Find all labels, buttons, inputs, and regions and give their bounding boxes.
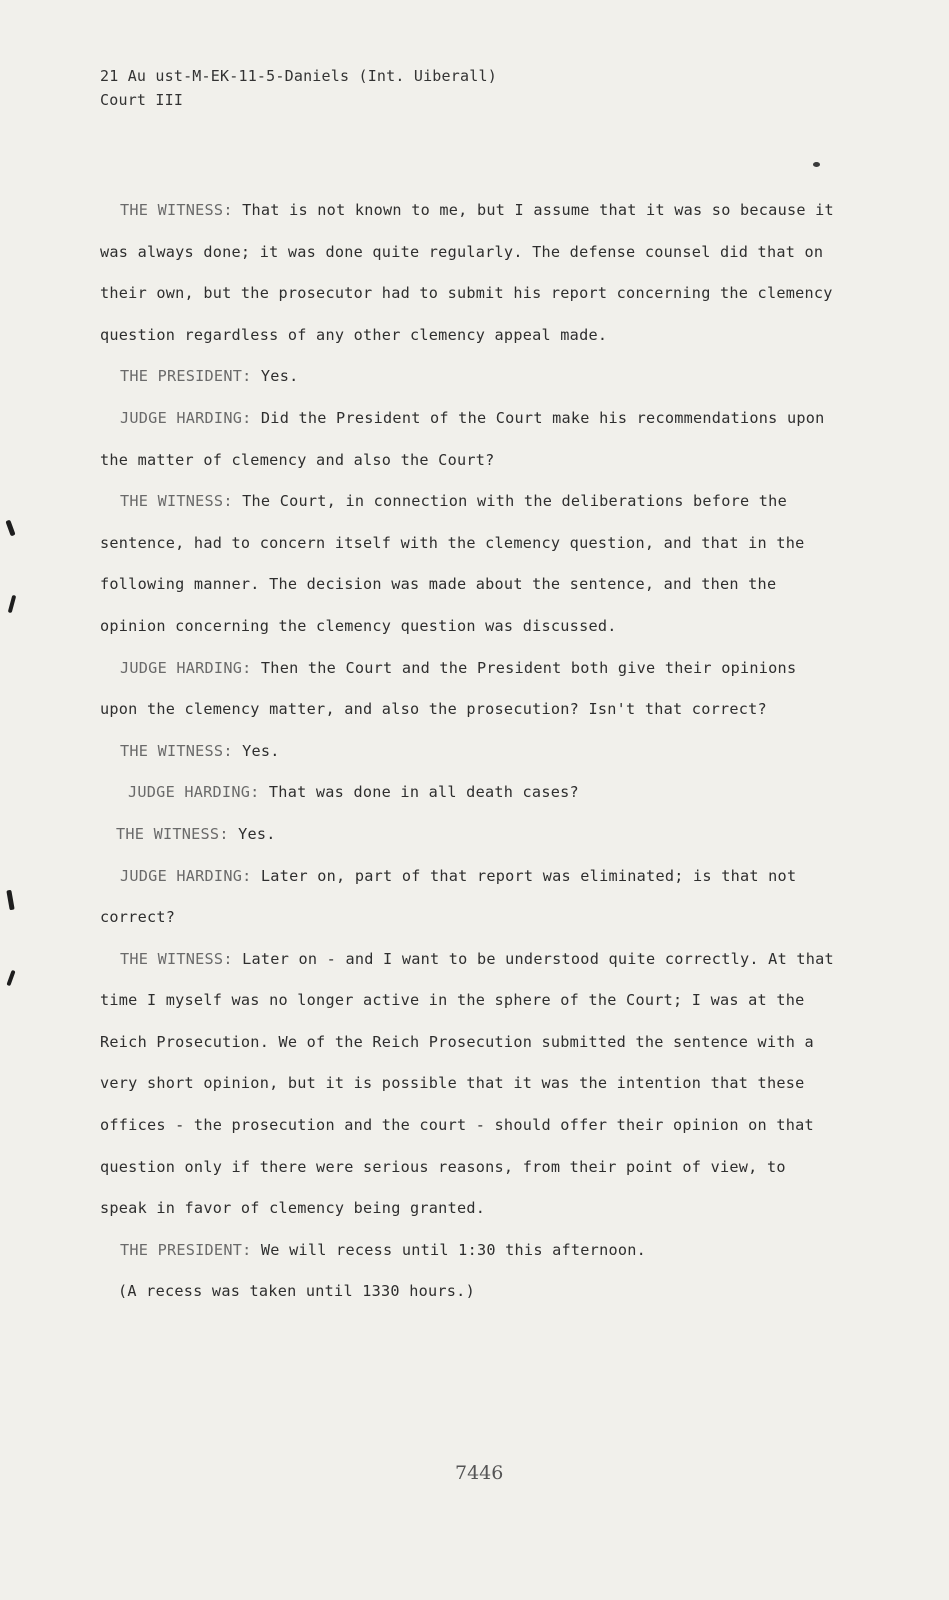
transcript-paragraph (100, 1230, 840, 1272)
speaker-label: THE PRESIDENT: (120, 367, 252, 386)
paragraph-text: Later on, part of that report was eliminated; is that not correct? (100, 866, 797, 927)
margin-ink-mark (6, 890, 14, 911)
margin-ink-mark (8, 595, 17, 613)
transcript-paragraph (100, 190, 840, 356)
paragraph-text: Yes. (251, 367, 299, 386)
paragraph-text: The Court, in connection with the deliberations before the sentence, had to concern itself with the clemency question, and that in the following manner. The decision was made about the sentence, and then the opinion concerning the clemency question was discussed. (100, 492, 805, 635)
header-session-line: 21 Au ust-M-EK-11-5-Daniels (Int. Uiberall) (100, 67, 497, 85)
paragraph-text: That is not known to me, but I assume that it was so because it was always done; it was done quite regularly. The defense counsel did that on their own, but the prosecutor had to submit his report concerning the clemency question regardless of any other clemency appeal made. (100, 201, 834, 344)
transcript-paragraph (100, 398, 840, 481)
speaker-label: THE WITNESS: (120, 201, 233, 219)
margin-ink-mark (5, 520, 15, 537)
paragraph-text: Yes. (228, 824, 276, 843)
transcript-paragraph (100, 731, 840, 773)
speaker-label: THE WITNESS: (120, 741, 233, 760)
header-court-line: Court III (100, 91, 184, 109)
transcript-paragraph (100, 856, 840, 939)
transcript-paragraph (100, 814, 840, 856)
paragraph-text: Later on - and I want to be understood quite correctly. At that time I myself was no longer active in the sphere of the Court; I was at the Reich Prosecution. We of the Reich Prosecution submitted the sentence with a very short opinion, but it is possible that it was the intention that these offices - the prosecution and the court - should offer their opinion on that question only if there were serious reasons, from their point of view, to speak in favor of clemency being granted. (100, 949, 834, 1218)
paragraph-text: Did the President of the Court make his recommendations upon the matter of clemency and also the Court? (100, 408, 825, 469)
transcript-paragraph (100, 648, 840, 731)
paragraph-text: Yes. (232, 741, 280, 760)
transcript-paragraph (100, 481, 840, 647)
speaker-label: JUDGE HARDING: (120, 408, 252, 427)
document-header (100, 64, 497, 112)
transcript-paragraph (100, 939, 840, 1230)
paragraph-text: That was done in all death cases? (259, 783, 579, 802)
transcript-paragraph (100, 772, 840, 814)
ink-dot-mark (813, 162, 820, 167)
margin-ink-mark (6, 970, 15, 986)
speaker-label: THE PRESIDENT: (120, 1240, 252, 1259)
paragraph-text: Then the Court and the President both give their opinions upon the clemency matter, and also the prosecution? Isn't that correct? (100, 658, 797, 719)
speaker-label: THE WITNESS: (120, 949, 233, 968)
speaker-label: JUDGE HARDING: (128, 783, 260, 802)
speaker-label: JUDGE HARDING: (120, 866, 252, 885)
transcript-paragraph (100, 356, 840, 398)
page-number: 7446 (455, 1462, 504, 1484)
transcript-body (100, 190, 840, 1313)
recess-note: (A recess was taken until 1330 hours.) (118, 1282, 475, 1301)
speaker-label: THE WITNESS: (116, 824, 229, 843)
paragraph-text: We will recess until 1:30 this afternoon. (251, 1240, 647, 1259)
speaker-label: THE WITNESS: (120, 492, 233, 511)
speaker-label: JUDGE HARDING: (120, 658, 252, 677)
